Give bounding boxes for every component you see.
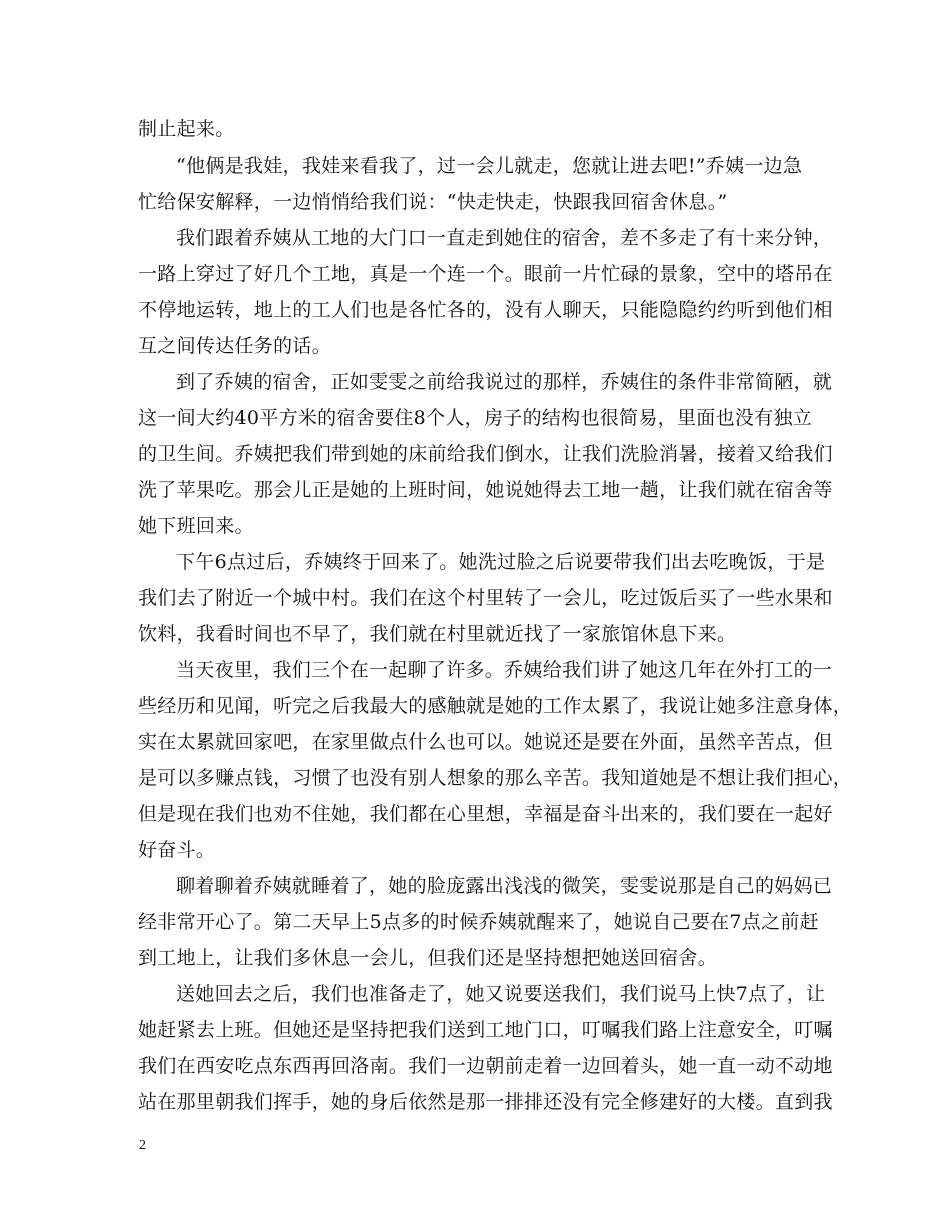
paragraph-first-line: 我们跟着乔姨从工地的大门口一直走到她住的宿舍，差不多走了有十来分钟， xyxy=(176,227,833,249)
text-line: 一路上穿过了好几个工地，真是一个连一个。眼前一片忙碌的景象，空中的塔吊在 xyxy=(138,263,833,285)
text-line: 些经历和见闻，听完之后我最大的感触就是她的工作太累了，我说让她多注意身体， xyxy=(138,695,853,717)
text-line: 她下班回来。 xyxy=(138,515,254,537)
text-line: 她赶紧去上班。但她还是坚持把我们送到工地门口，叮嘱我们路上注意安全，叮嘱 xyxy=(138,1019,833,1041)
text-line: 制止起来。 xyxy=(138,118,235,140)
page-number: 2 xyxy=(139,1138,146,1153)
text-line: 好奋斗。 xyxy=(138,839,216,861)
text-line: 的卫生间。乔姨把我们带到她的床前给我们倒水，让我们洗脸消暑，接着又给我们 xyxy=(138,443,833,465)
paragraph-first-line: 送她回去之后，我们也准备走了，她又说要送我们，我们说马上快7点了，让 xyxy=(176,983,826,1005)
text-line: 实在太累就回家吧，在家里做点什么也可以。她说还是要在外面，虽然辛苦点，但 xyxy=(138,731,833,753)
text-line: 我们去了附近一个城中村。我们在这个村里转了一会儿，吃过饭后买了一些水果和 xyxy=(138,587,833,609)
text-line: 不停地运转，地上的工人们也是各忙各的，没有人聊天，只能隐隐约约听到他们相 xyxy=(138,299,833,321)
text-line: 是可以多赚点钱，习惯了也没有别人想象的那么辛苦。我知道她是不想让我们担心， xyxy=(138,767,853,789)
text-line: 洗了苹果吃。那会儿正是她的上班时间，她说她得去工地一趟，让我们就在宿舍等 xyxy=(138,479,833,501)
paragraph-first-line: “他俩是我娃，我娃来看我了，过一会儿就走，您就让进去吧!”乔姨一边急 xyxy=(176,155,803,177)
text-line: 但是现在我们也劝不住她，我们都在心里想，幸福是奋斗出来的，我们要在一起好 xyxy=(138,803,833,825)
paragraph-first-line: 到了乔姨的宿舍，正如雯雯之前给我说过的那样，乔姨住的条件非常简陋，就 xyxy=(176,371,833,393)
text-line: 到工地上，让我们多休息一会儿，但我们还是坚持想把她送回宿舍。 xyxy=(138,947,718,969)
text-line: 饮料，我看时间也不早了，我们就在村里就近找了一家旅馆休息下来。 xyxy=(138,623,737,645)
text-line: 互之间传达任务的话。 xyxy=(138,335,332,357)
paragraph-first-line: 聊着聊着乔姨就睡着了，她的脸庞露出浅浅的微笑，雯雯说那是自己的妈妈已 xyxy=(176,875,833,897)
text-line: 站在那里朝我们挥手，她的身后依然是那一排排还没有完全修建好的大楼。直到我 xyxy=(138,1091,833,1113)
text-line: 这一间大约40平方米的宿舍要住8个人，房子的结构也很简易，里面也没有独立 xyxy=(138,407,813,429)
text-line: 忙给保安解释，一边悄悄给我们说：“快走快走，快跟我回宿舍休息。” xyxy=(138,191,728,213)
text-line: 我们在西安吃点东西再回洛南。我们一边朝前走着一边回着头，她一直一动不动地 xyxy=(138,1055,833,1077)
text-line: 经非常开心了。第二天早上5点多的时候乔姨就醒来了，她说自己要在7点之前赶 xyxy=(138,911,819,933)
paragraph-first-line: 当天夜里，我们三个在一起聊了许多。乔姨给我们讲了她这几年在外打工的一 xyxy=(176,659,833,681)
paragraph-first-line: 下午6点过后，乔姨终于回来了。她洗过脸之后说要带我们出去吃晚饭，于是 xyxy=(176,551,826,573)
